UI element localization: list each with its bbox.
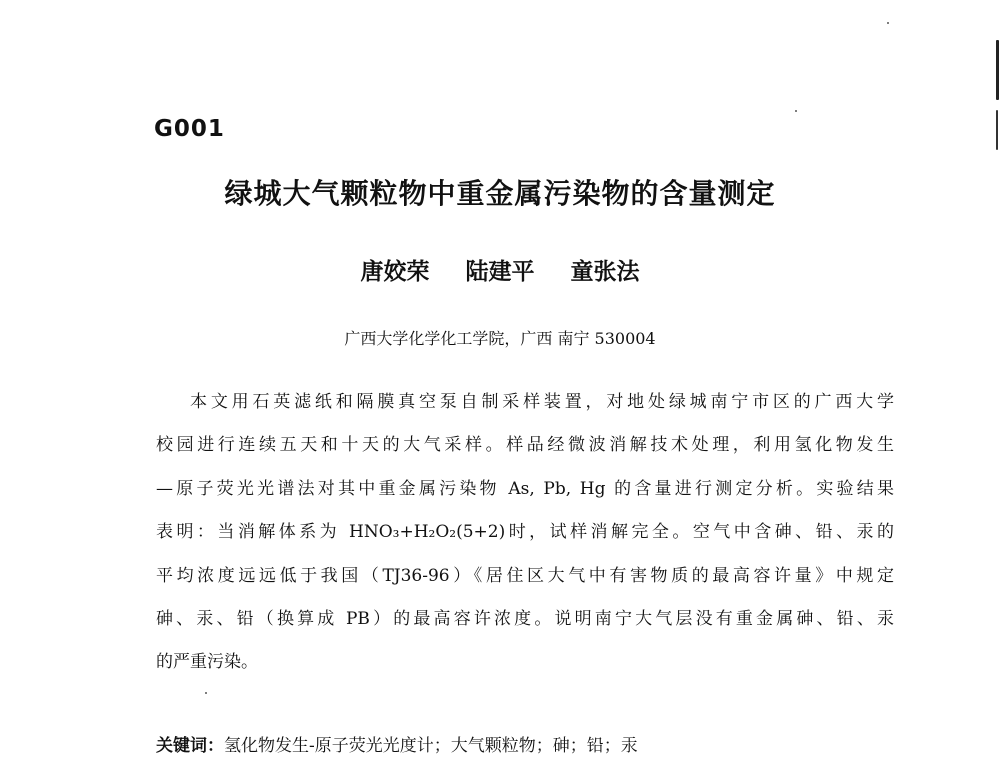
keywords-label: 关键词： [156, 736, 224, 756]
abstract-line: 本文用石英滤纸和隔膜真空泵自制采样装置，对地处绿城南宁市区的广西大学 [190, 392, 894, 412]
abstract-line: 的严重污染。 [156, 652, 258, 673]
abstract-line: 表明：当消解体系为 HNO₃+H₂O₂(5+2)时，试样消解完全。空气中含砷、铅、汞的 [156, 522, 894, 543]
abstract-line: —原子荧光光谱法对其中重金属污染物 As, Pb, Hg 的含量进行测定分析。实验结果 [156, 478, 894, 499]
scan-speck [996, 110, 998, 150]
keywords [156, 731, 638, 756]
scan-speck [205, 692, 207, 694]
keywords-text: 氢化物发生-原子荧光光度计；大气颗粒物；砷；铅；汞 [224, 736, 638, 756]
scan-speck [887, 22, 889, 24]
author-name: 陆建平 [465, 259, 535, 285]
abstract-line: 砷、汞、铅（换算成 PB）的最高容许浓度。说明南宁大气层没有重金属砷、铅、汞 [156, 609, 894, 630]
author-list [0, 253, 1000, 286]
scan-speck [795, 110, 797, 112]
abstract-line: 校园进行连续五天和十天的大气采样。样品经微波消解技术处理，利用氢化物发生 [156, 435, 894, 456]
affiliation: 广西大学化学化工学院，广西 南宁 530004 [344, 329, 656, 348]
abstract-line: 平均浓度远远低于我国（TJ36-96）《居住区大气中有害物质的最高容许量》中规定 [156, 565, 894, 586]
abstract [156, 381, 894, 685]
paper-code: G001 [154, 116, 225, 142]
author-name: 唐姣荣 [360, 259, 430, 285]
paper-title: 绿城大气颗粒物中重金属污染物的含量测定 [224, 177, 776, 210]
scan-speck [996, 40, 999, 100]
author-name: 童张法 [570, 259, 640, 285]
